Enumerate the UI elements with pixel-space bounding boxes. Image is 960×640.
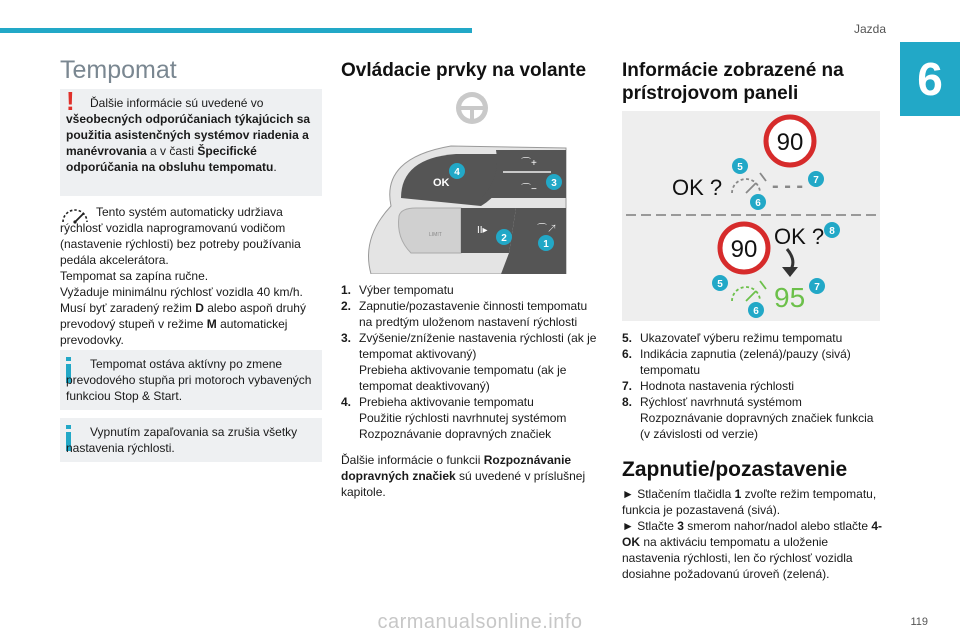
limit-label: LIMIT bbox=[429, 232, 442, 238]
speed-limit-sign-top bbox=[766, 117, 814, 165]
section-heading-controls: Ovládacie prvky na volante bbox=[341, 60, 587, 81]
header-accent-bar bbox=[0, 28, 472, 33]
svg-text:6: 6 bbox=[755, 198, 761, 209]
callout-2 bbox=[496, 229, 512, 245]
svg-text:4: 4 bbox=[454, 167, 460, 178]
legend-item: 1. Výber tempomatu bbox=[341, 283, 454, 297]
callout-5 bbox=[712, 275, 728, 291]
svg-text:5: 5 bbox=[717, 279, 723, 290]
speed-plus-icon: ⌒+ bbox=[521, 158, 537, 169]
legend-item: 6. Indikácia zapnutia (zelená)/pauzy (sivá) tempomatu bbox=[622, 347, 851, 377]
section-title: Jazda bbox=[853, 22, 886, 36]
svg-text:7: 7 bbox=[814, 282, 820, 293]
watermark: carmanualsonline.info bbox=[377, 611, 583, 633]
speed-limit-sign-bottom bbox=[720, 224, 768, 272]
svg-text:2: 2 bbox=[501, 233, 507, 244]
chapter-tab: 6 bbox=[900, 42, 960, 116]
section-heading-panel: Informácie zobrazené na prístrojovom paneli bbox=[622, 60, 844, 104]
traffic-sign-reference: Ďalšie informácie o funkcii Rozpoznávanie dopravných značiek sú uvedené v príslušnej kapitole. bbox=[341, 453, 586, 499]
callout-3 bbox=[546, 174, 562, 190]
svg-text:90: 90 bbox=[776, 129, 804, 156]
legend-item: 2. Zapnutie/pozastavenie činnosti tempomatu na predtým uloženom nastavení rýchlosti bbox=[341, 299, 588, 329]
callout-6 bbox=[748, 302, 764, 318]
svg-text:5: 5 bbox=[737, 162, 743, 173]
panel-legend bbox=[622, 330, 884, 442]
activation-steps: ► Stlačením tlačidla 1 zvoľte režim tempomatu, funkcia je pozastavená (sivá). ► Stlačte 3 smerom nahor/nadol alebo stlačte 4-OK na aktiváciu tempomatu a uloženie nastavenia rýchlosti, len čo rýchlosť vozidla dosiahne požadovanú úroveň (zelená). bbox=[622, 487, 883, 581]
legend-item: 8. Rýchlosť navrhnutá systémom Rozpoznávanie dopravných značiek funkcia (v závislosti od verzie) bbox=[622, 395, 874, 441]
set-speed-value: 95 bbox=[774, 282, 806, 313]
svg-text:1: 1 bbox=[543, 239, 549, 250]
legend-item: 4. Prebieha aktivovanie tempomatu Použitie rýchlosti navrhnutej systémom Rozpoznávanie dopravných značiek bbox=[341, 395, 567, 441]
warning-box: ! Ďalšie informácie sú uvedené vo všeobecných odporúčaniach týkajúcich sa použitia asistenčných systémov riadenia a manévrovania a v časti Špecifické odporúčania na obsluhu tempomatu. bbox=[60, 89, 322, 196]
cruise-select-icon: ⌒↗ bbox=[537, 224, 557, 235]
callout-4 bbox=[449, 163, 465, 179]
section-heading-activation: Zapnutie/pozastavenie bbox=[622, 458, 848, 481]
page-number: 119 bbox=[910, 616, 928, 628]
svg-text:3: 3 bbox=[551, 178, 557, 189]
controls-legend bbox=[341, 282, 603, 442]
legend-item: 7. Hodnota nastavenia rýchlosti bbox=[622, 379, 795, 393]
speed-dashes: - - - bbox=[772, 175, 804, 197]
legend-item: 3. Zvýšenie/zníženie nastavenia rýchlosti (ak je tempomat aktivovaný) Prebieha aktivovanie tempomatu (ak je tempomat deaktivovaný) bbox=[341, 331, 597, 393]
svg-text:90: 90 bbox=[730, 236, 758, 263]
svg-text:6: 6 bbox=[753, 306, 759, 317]
ok-prompt-top: OK ? bbox=[672, 175, 723, 200]
ok-button-label: OK bbox=[433, 177, 450, 189]
callout-7 bbox=[808, 171, 824, 187]
callout-8 bbox=[824, 222, 840, 238]
svg-text:7: 7 bbox=[813, 175, 819, 186]
info-box-stop-start: Tempomat ostáva aktívny po zmene prevodového stupňa pri motoroch vybavených funkciou Stop & Start. bbox=[60, 350, 322, 410]
callout-5 bbox=[732, 158, 748, 174]
steering-wheel-icon bbox=[456, 92, 488, 124]
info-box-ignition: Vypnutím zapaľovania sa zrušia všetky nastavenia rýchlosti. bbox=[60, 418, 322, 462]
speed-minus-icon: ⌒− bbox=[521, 184, 537, 195]
warning-icon: ! bbox=[66, 86, 75, 116]
ok-prompt-bottom: OK ? bbox=[774, 224, 825, 249]
callout-7 bbox=[809, 278, 825, 294]
steering-controls-diagram bbox=[341, 88, 603, 274]
svg-text:8: 8 bbox=[829, 226, 835, 237]
intro-text: Tento systém automaticky udržiava rýchlosť vozidla naprogramovanú vodičom (nastavenie rýchlosti) bez potreby používania pedála akcelerátora. Tempomat sa zapína ručne. Vyžaduje minimálnu rýchlosť vozidla 40 km/h. Musí byť zaradený režim D alebo aspoň druhý prevodový stupeň v režime M automatickej prevodovky. bbox=[60, 205, 306, 347]
pause-resume-icon: II▸ bbox=[477, 225, 488, 236]
page-title: Tempomat bbox=[60, 56, 177, 84]
callout-6 bbox=[750, 194, 766, 210]
legend-item: 5. Ukazovateľ výberu režimu tempomatu bbox=[622, 331, 843, 345]
instrument-panel-diagram bbox=[622, 111, 880, 321]
callout-1 bbox=[538, 235, 554, 251]
